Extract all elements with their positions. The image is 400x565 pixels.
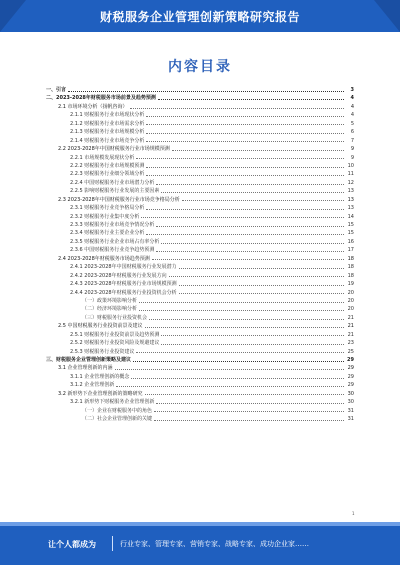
toc-entry-label: 2.3.1 财税服务行业竞争格局分析 [70,205,145,212]
toc-leader-dots [141,217,344,218]
toc-entry[interactable] [46,103,354,111]
toc-entry[interactable] [46,213,354,221]
toc-entry[interactable] [46,162,354,170]
toc-entry[interactable] [46,196,354,204]
toc-entry-label: 2.2.2 财税服务行业市场规模预测 [70,162,145,169]
toc-leader-dots [146,124,344,125]
toc-entry-page: 10 [347,162,354,169]
toc-entry-page: 17 [347,247,354,254]
toc-entry-label: 3.1 企业管理创新的内涵 [58,365,113,372]
toc-entry-label: 2.1.1 财税服务行业市场现状分析 [70,112,145,119]
toc-entry[interactable] [46,339,354,347]
toc-entry-page: 18 [347,264,354,271]
toc-entry-page: 7 [350,137,354,144]
toc-leader-dots [139,302,344,303]
footer-roles: 行业专家、管理专家、营销专家、战略专家、成功企业家…… [120,540,309,548]
toc-leader-dots [145,394,344,395]
toc-entry[interactable] [46,255,354,263]
toc-entry-label: 一、引言 [46,87,67,93]
toc-leader-dots [179,293,344,294]
toc-entry-label: 2.5 中国财税服务行业投资前景及建议 [58,323,143,330]
toc-leader-dots [158,99,344,100]
toc-entry[interactable] [46,407,354,415]
toc-entry-label: 2.1.4 财税服务行业市场竞争分析 [70,137,145,144]
toc-entry-label: 2.4.4 2023-2028年财税服务行业投资机会分析 [70,289,177,296]
toc-leader-dots [146,133,344,134]
toc-entry[interactable] [46,348,354,356]
toc-entry[interactable] [46,179,354,187]
toc-entry-label: 2.2.1 市场规模发展现状分析 [70,154,135,161]
toc-entry[interactable] [46,238,354,246]
toc-entry-label: （三）财税服务行业投资机会 [82,314,148,321]
toc-entry[interactable] [46,137,354,145]
toc-entry-label: 三、财税服务企业管理创新策略及建议 [46,357,132,363]
toc-entry[interactable] [46,297,354,305]
toc-leader-dots [133,361,344,362]
toc-entry-page: 19 [347,281,354,288]
toc-title: 内容目录 [168,59,232,75]
toc-leader-dots [154,420,344,421]
toc-entry-label: （一）企业在财税服务中的角色 [82,407,153,414]
footer-band [0,522,400,526]
toc-entry-label: （一）政策环境影响分析 [82,297,138,304]
toc-leader-dots [146,209,344,210]
toc-entry-label: 3.2 新形势下企业管理创新的策略研究 [58,390,143,397]
toc-leader-dots [161,243,344,244]
toc-entry[interactable] [46,263,354,271]
toc-entry-page: 29 [347,373,354,380]
toc-leader-dots [179,268,344,269]
toc-entry-label: （二）经济环境影响分析 [82,306,138,313]
toc-entry-page: 13 [347,205,354,212]
toc-leader-dots [154,411,344,412]
toc-leader-dots [145,327,344,328]
toc-entry-label: 2.3.3 财税服务行业市场竞争情况分析 [70,222,155,228]
toc-entry[interactable] [46,94,354,102]
toc-leader-dots [130,108,344,109]
toc-entry-label: 2.3 2023-2028年中国财税服务行业市场竞争格局分析 [58,196,180,203]
toc-entry-page: 11 [347,171,354,178]
toc-leader-dots [152,259,344,260]
toc-entry[interactable] [46,322,354,330]
toc-entry[interactable] [46,381,354,389]
toc-entry-page: 18 [347,255,354,262]
footer-divider [112,536,113,551]
page-corner-mark: 1 [352,511,355,516]
toc-entry-label: 2.3.5 财税服务行业企业市场占有率分析 [70,238,160,245]
toc-entry[interactable] [46,204,354,212]
toc-entry[interactable] [46,120,354,128]
toc-entry-page: 4 [350,95,354,102]
toc-leader-dots [172,150,344,151]
toc-entry-page: 21 [347,323,354,330]
toc-entry-page: 12 [347,179,354,186]
toc-entry-page: 21 [347,314,354,321]
toc-entry-label: 2.2.4 中国财税服务行业市场潜力分析 [70,179,155,186]
toc-entry-page: 29 [347,365,354,372]
toc-leader-dots [146,175,344,176]
toc-entry[interactable] [46,314,354,322]
toc-entry[interactable] [46,331,354,339]
report-title: 财税服务企业管理创新策略研究报告 [99,10,300,24]
toc-leader-dots [146,141,344,142]
toc-entry[interactable] [46,154,354,162]
toc-entry-label: 2.3.4 财税服务行业主要企业分析 [70,230,145,237]
toc-entry-label: 2.2 2023-2028年中国财税服务行业市场规模预测 [58,146,170,153]
toc-entry-label: 2.3.6 中国财税服务行业竞争趋势预测 [70,247,155,254]
toc-leader-dots [156,403,344,404]
toc-entry-page: 29 [347,382,354,389]
toc-leader-dots [156,251,344,252]
toc-entry-label: 2.4.1 2023-2028年中国财税服务行业发展潜力 [70,264,177,271]
toc-entry[interactable] [46,221,354,229]
toc-entry-label: 2.1 市场环境分析（扬帆咨询） [58,103,128,110]
toc-entry-page: 13 [347,188,354,195]
toc-entry-page: 9 [350,154,354,161]
toc-entry-label: 2.1.2 财税服务行业市场需求分析 [70,120,145,127]
toc-entry[interactable] [46,187,354,195]
toc-entry[interactable] [46,246,354,254]
toc-entry-label: 2.4 2023-2028年财税服务市场趋势预测 [58,255,150,262]
toc-entry-page: 5 [350,120,354,127]
toc-leader-dots [169,276,344,277]
toc-entry[interactable] [46,280,354,288]
toc-entry-label: 2.2.5 影响财税服务行业发展的主要因素 [70,188,160,195]
toc-entry-label: 3.2.1 新形势下财税服务企业管理创新 [70,399,155,406]
toc-entry-page: 3 [350,87,354,93]
toc-entry-page: 25 [347,348,354,355]
toc-entry-label: 二、2023-2028年财税服务市场前景及趋势预测 [46,95,156,102]
toc-entry-page: 23 [347,340,354,347]
toc-entry[interactable] [46,415,354,423]
toc-entry-label: 2.2.3 财税服务行业细分领域分析 [70,171,145,178]
toc-entry[interactable] [46,86,354,94]
toc-entry-page: 31 [347,407,354,414]
toc-leader-dots [182,200,344,201]
toc-entry[interactable] [46,145,354,153]
toc-entry-label: 2.4.3 2023-2028年财税服务行业市场规模预测 [70,281,177,288]
toc-entry[interactable] [46,390,354,398]
toc-entry-page: 9 [350,146,354,153]
toc-leader-dots [156,226,344,227]
toc-entry-page: 20 [347,297,354,304]
toc-entry-page: 4 [350,103,354,110]
toc-entry[interactable] [46,272,354,280]
toc-leader-dots [161,335,344,336]
toc-entry-page: 20 [347,289,354,296]
toc-leader-dots [149,319,344,320]
toc-entry-page: 30 [347,390,354,397]
toc-entry-label: 2.5.2 财税服务行业投资风险及规避建议 [70,340,160,347]
toc-leader-dots [136,352,344,353]
toc-entry-page: 4 [350,112,354,119]
toc-entry-page: 14 [347,213,354,220]
toc-entry[interactable] [46,170,354,178]
toc-entry-label: 2.4.2 2023-2028年财税服务行业发展方向 [70,272,167,279]
toc-entry-page: 31 [347,416,354,423]
toc-entry-label: 2.1.3 财税服务行业市场规模分析 [70,129,145,136]
toc-leader-dots [139,310,344,311]
toc-entry[interactable] [46,111,354,119]
toc-leader-dots [116,386,344,387]
page-header [0,0,400,32]
toc-entry-page: 15 [347,222,354,228]
toc-entry-page: 30 [347,399,354,406]
toc-entry-page: 6 [350,129,354,136]
toc-entry-page: 15 [347,230,354,237]
toc-entry[interactable] [46,398,354,406]
toc-leader-dots [146,116,344,117]
toc-entry-page: 20 [347,306,354,313]
toc-entry[interactable] [46,128,354,136]
toc-leader-dots [146,167,344,168]
toc-entry-label: 3.1.1 企业管理创新的概念 [70,373,130,380]
toc-leader-dots [179,285,344,286]
toc-entry-page: 16 [347,238,354,245]
toc-leader-dots [131,378,344,379]
toc-entry-label: 3.1.2 企业管理创新 [70,382,115,389]
page-footer [0,522,400,565]
toc-leader-dots [161,344,344,345]
toc-entry-label: 2.5.3 财税服务行业投资建议 [70,348,135,355]
toc-leader-dots [146,234,344,235]
toc-entry[interactable] [46,364,354,372]
toc-entry-page: 18 [347,272,354,279]
toc-entry-label: 2.5.1 财税服务行业投资前景及趋势预测 [70,331,160,338]
toc-entry[interactable] [46,373,354,381]
toc-entry[interactable] [46,305,354,313]
toc-entry[interactable] [46,289,354,297]
toc-entry-page: 21 [347,331,354,338]
toc-entry-label: 2.3.2 财税服务行业集中度分析 [70,213,140,220]
toc-entry-page: 29 [347,357,354,363]
toc-leader-dots [156,184,344,185]
toc-entry-page: 13 [347,196,354,203]
toc-leader-dots [161,192,344,193]
table-of-contents [46,86,354,424]
toc-entry[interactable] [46,356,354,364]
toc-leader-dots [136,158,344,159]
toc-entry-label: （二）社会企业管理创新的关键 [82,416,153,423]
toc-leader-dots [115,369,344,370]
footer-slogan: 让个人都成为 [48,540,96,549]
toc-entry[interactable] [46,229,354,237]
toc-leader-dots [68,91,344,92]
